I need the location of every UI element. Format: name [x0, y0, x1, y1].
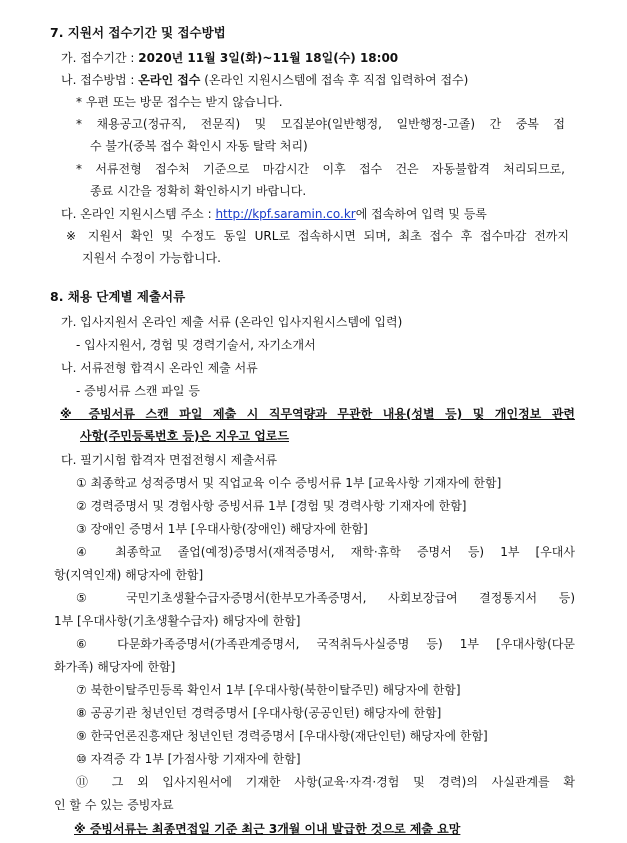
- document-screening-list: - 증빙서류 스캔 파일 등: [76, 384, 200, 398]
- interview-document-item-cont: 1부 [우대사항(기초생활수급자) 해당자에 한함]: [54, 614, 301, 628]
- interview-document-item: ⑩ 자격증 각 1부 [가점사항 기재자에 한함]: [76, 752, 301, 766]
- reference-note-line2: 지원서 수정이 가능합니다.: [82, 251, 221, 265]
- online-system-address-label: 다. 온라인 지원시스템 주소 :: [61, 207, 216, 221]
- interview-document-item: ① 최종학교 성적증명서 및 직업교육 이수 증빙서류 1부 [교육사항 기재자에 한함]: [76, 476, 502, 490]
- section-8-heading: 8. 채용 단계별 제출서류: [50, 289, 186, 304]
- interview-document-item: ⑤ 국민기초생활수급자증명서(한부모가족증명서, 사회보장급여 결정통지서 등): [76, 591, 575, 605]
- application-method-online: 온라인 접수: [138, 73, 201, 87]
- online-system-address: [61, 202, 627, 226]
- application-method-label: 나. 접수방법 :: [61, 73, 139, 87]
- interview-document-item: ② 경력증명서 및 경험사항 증빙서류 1부 [경험 및 경력사항 기재자에 한함]: [76, 499, 467, 513]
- application-method: [61, 68, 627, 92]
- online-system-address-suffix: 에 접속하여 입력 및 등록: [355, 207, 487, 221]
- application-period-label: 가. 접수기간 :: [61, 51, 139, 65]
- note-duplicate-line2: 수 불가(중복 접수 확인시 자동 탈락 처리): [90, 139, 308, 153]
- interview-document-item-cont: 화가족) 해당자에 한함]: [54, 660, 176, 674]
- online-documents-title: 가. 입사지원서 온라인 제출 서류 (온라인 입사지원시스템에 입력): [61, 315, 403, 329]
- interview-document-item: ⑧ 공공기관 청년인턴 경력증명서 [우대사항(공공인턴) 해당자에 한함]: [76, 706, 442, 720]
- interview-document-item: ⑦ 북한이탈주민등록 확인서 1부 [우대사항(북한이탈주민) 해당자에 한함]: [76, 683, 461, 697]
- section-7-heading: 7. 지원서 접수기간 및 접수방법: [50, 25, 226, 40]
- note-no-mail-visit: * 우편 또는 방문 접수는 받지 않습니다.: [76, 95, 283, 109]
- note-duplicate-line1: * 채용공고(정규직, 전문직) 및 모집분야(일반행정, 일반행정-고졸) 간 중복 접: [76, 117, 565, 131]
- document-screening-title: 나. 서류전형 합격시 온라인 제출 서류: [61, 361, 258, 375]
- final-note: ※ 증빙서류는 최종면접일 기준 최근 3개월 이내 발급한 것으로 제출 요망: [74, 822, 461, 836]
- note-deadline-line1: * 서류전형 접수처 기준으로 마감시간 이후 접수 건은 자동불합격 처리되므로,: [76, 162, 565, 176]
- scan-warning-line2: 사항(주민등록번호 등)은 지우고 업로드: [80, 429, 289, 443]
- saramin-link[interactable]: http://kpf.saramin.co.kr: [215, 207, 356, 221]
- interview-document-item: ⑥ 다문화가족증명서(가족관계증명서, 국적취득사실증명 등) 1부 [우대사항(다문: [76, 637, 575, 651]
- application-method-detail: (온라인 지원시스템에 접속 후 직접 입력하여 접수): [200, 73, 469, 87]
- interview-document-item-cont: 항(지역인재) 해당자에 한함]: [54, 568, 204, 582]
- online-documents-list: - 입사지원서, 경험 및 경력기술서, 자기소개서: [76, 338, 316, 352]
- reference-note-line1: ※ 지원서 확인 및 수정도 동일 URL로 접속하시면 되며, 최초 접수 후 접수마감 전까지: [66, 229, 569, 243]
- note-deadline-line2: 종료 시간을 정확히 확인하시기 바랍니다.: [90, 184, 307, 198]
- application-period: [61, 46, 627, 70]
- scan-warning-line1: ※ 증빙서류 스캔 파일 제출 시 직무역량과 무관한 내용(성별 등) 및 개인정보 관련: [60, 407, 575, 421]
- interview-documents-title: 다. 필기시험 합격자 면접전형시 제출서류: [61, 453, 278, 467]
- interview-document-item: ③ 장애인 증명서 1부 [우대사항(장애인) 해당자에 한함]: [76, 522, 368, 536]
- application-period-value: 2020년 11월 3일(화)~11월 18일(수) 18:00: [138, 51, 399, 65]
- interview-document-item: ⑪ 그 외 입사지원서에 기재한 사항(교육·자격·경험 및 경력)의 사실관계를 확: [76, 775, 575, 789]
- interview-document-item-cont: 인 할 수 있는 증빙자료: [54, 798, 174, 812]
- interview-document-item: ⑨ 한국언론진흥재단 청년인턴 경력증명서 [우대사항(재단인턴) 해당자에 한함]: [76, 729, 488, 743]
- interview-document-item: ④ 최종학교 졸업(예정)증명서(재적증명서, 재학·휴학 증명서 등) 1부 [우대사: [76, 545, 575, 559]
